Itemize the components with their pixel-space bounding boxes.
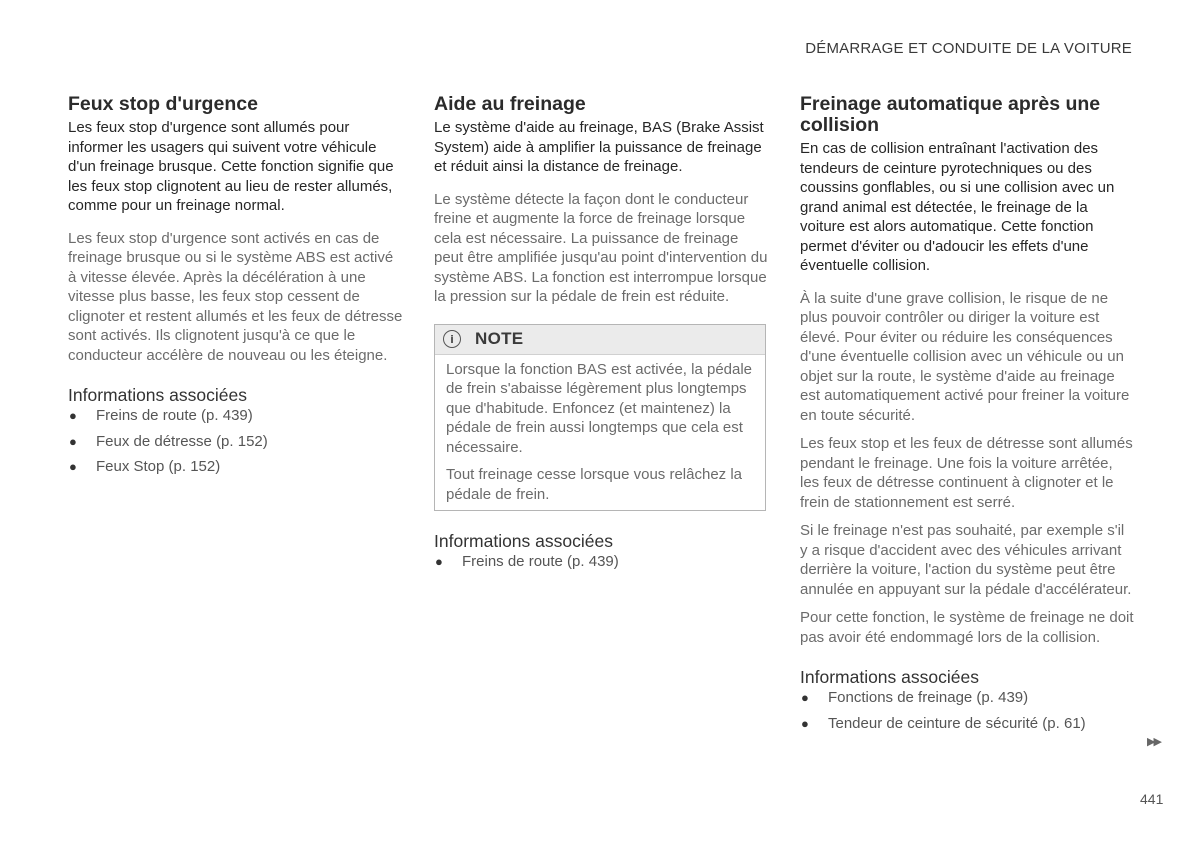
section-heading: Freinage automatique après une collision (800, 93, 1101, 136)
related-info-heading: Informations associées (434, 531, 613, 551)
related-link[interactable]: ● Freins de route (p. 439) (435, 553, 619, 570)
related-link[interactable]: ● Fonctions de freinage (p. 439) (801, 689, 1029, 706)
related-info-heading: Informations associées (68, 385, 247, 405)
column-post-collision-braking (800, 94, 1135, 733)
column-brake-assist (434, 94, 769, 572)
running-header: DÉMARRAGE ET CONDUITE DE LA VOITURE (805, 40, 1132, 57)
related-links-list (800, 688, 1135, 733)
body-paragraph: Si le freinage n'est pas souhaité, par exemple s'il y a risque d'accident avec des véhicules arrivant derrière la voiture, l'action du système peut être annulée en appuyant sur la pédale d'accélérateur. (800, 522, 1132, 598)
body-paragraph: Les feux stop d'urgence sont activés en cas de freinage brusque ou si le système ABS est activé à vitesse élevée. Après la décélération à une vitesse plus basse, les feux stop cessent de clignoter et restent allumés et les feux de détresse sont activés. Ils clignotent jusqu'à ce que le conducteur accélère de nouveau ou les éteigne. (68, 229, 403, 364)
related-links-list (68, 406, 403, 477)
bullet-icon: ● (69, 408, 77, 423)
lead-paragraph: Les feux stop d'urgence sont allumés pour informer les usagers qui suivent votre véhicule d'un freinage brusque. Cette fonction signifie que les feux stop clignotent au lieu de rester allumés, comme pour un freinage normal. (68, 119, 394, 214)
body-paragraph: Pour cette fonction, le système de freinage ne doit pas avoir été endommagé lors de la collision. (800, 609, 1134, 646)
body-paragraph: Les feux stop et les feux de détresse sont allumés pendant le freinage. Une fois la voiture arrêtée, les feux de détresse continuent à clignoter et le frein de stationnement est serré. (800, 435, 1133, 511)
related-link[interactable]: ● Freins de route (p. 439) (69, 407, 253, 424)
related-links-list (434, 552, 769, 572)
bullet-icon: ● (69, 433, 77, 449)
lead-paragraph: Le système d'aide au freinage, BAS (Brake Assist System) aide à amplifier la puissance de freinage et réduit ainsi la distance de freinage. (434, 119, 764, 175)
bullet-icon: ● (801, 690, 809, 705)
body-paragraph: À la suite d'une grave collision, le risque de ne plus pouvoir contrôler ou diriger la voiture est élevé. Pour éviter ou réduire les conséquences d'une éventuelle collision avec un véhicule ou un objet sur la route, le système d'aide au freinage est automatiquement activé pour freiner la voiture en toute sécurité. (800, 289, 1130, 424)
bullet-icon: ● (69, 459, 77, 474)
related-link[interactable]: ● Tendeur de ceinture de sécurité (p. 61) (801, 714, 1086, 732)
note-header (435, 325, 765, 355)
section-heading: Aide au freinage (434, 93, 586, 115)
note-content (435, 355, 765, 511)
related-info-heading: Informations associées (800, 667, 979, 687)
lead-paragraph: En cas de collision entraînant l'activation des tendeurs de ceinture pyrotechniques ou des coussins gonflables, ou si une collision avec un grand animal est détectée, le freinage de la voiture est alors automatique. Cette fonction permet d'éviter ou d'adoucir les effets d'une éventuelle collision. (800, 140, 1115, 274)
bullet-icon: ● (435, 554, 443, 569)
note-box (434, 324, 766, 512)
bullet-icon: ● (801, 715, 809, 731)
column-emergency-brake-lights (68, 94, 403, 477)
note-title: NOTE (475, 329, 524, 348)
page-number: 441 (1140, 791, 1164, 807)
section-heading: Feux stop d'urgence (68, 93, 258, 115)
note-paragraph: Tout freinage cesse lorsque vous relâchez la pédale de frein. (446, 466, 743, 503)
body-paragraph: Le système détecte la façon dont le conducteur freine et augmente la force de freinage lorsque cela est nécessaire. La puissance de freinage peut être amplifiée jusqu'au point d'intervention du système ABS. La fonction est interrompue lorsque la pression sur la pédale de frein est réduite. (434, 190, 768, 305)
note-paragraph: Lorsque la fonction BAS est activée, la pédale de frein s'abaisse légèrement plus longtemps que d'habitude. Enfoncez (et maintenez) la pédale de frein aussi longtemps que cela est nécessaire. (446, 360, 753, 456)
related-link[interactable]: ● Feux Stop (p. 152) (69, 458, 221, 475)
related-link[interactable]: ● Feux de détresse (p. 152) (69, 432, 268, 450)
double-chevron-right-icon: ▶▶ (1147, 736, 1160, 748)
info-icon: i (443, 330, 461, 348)
